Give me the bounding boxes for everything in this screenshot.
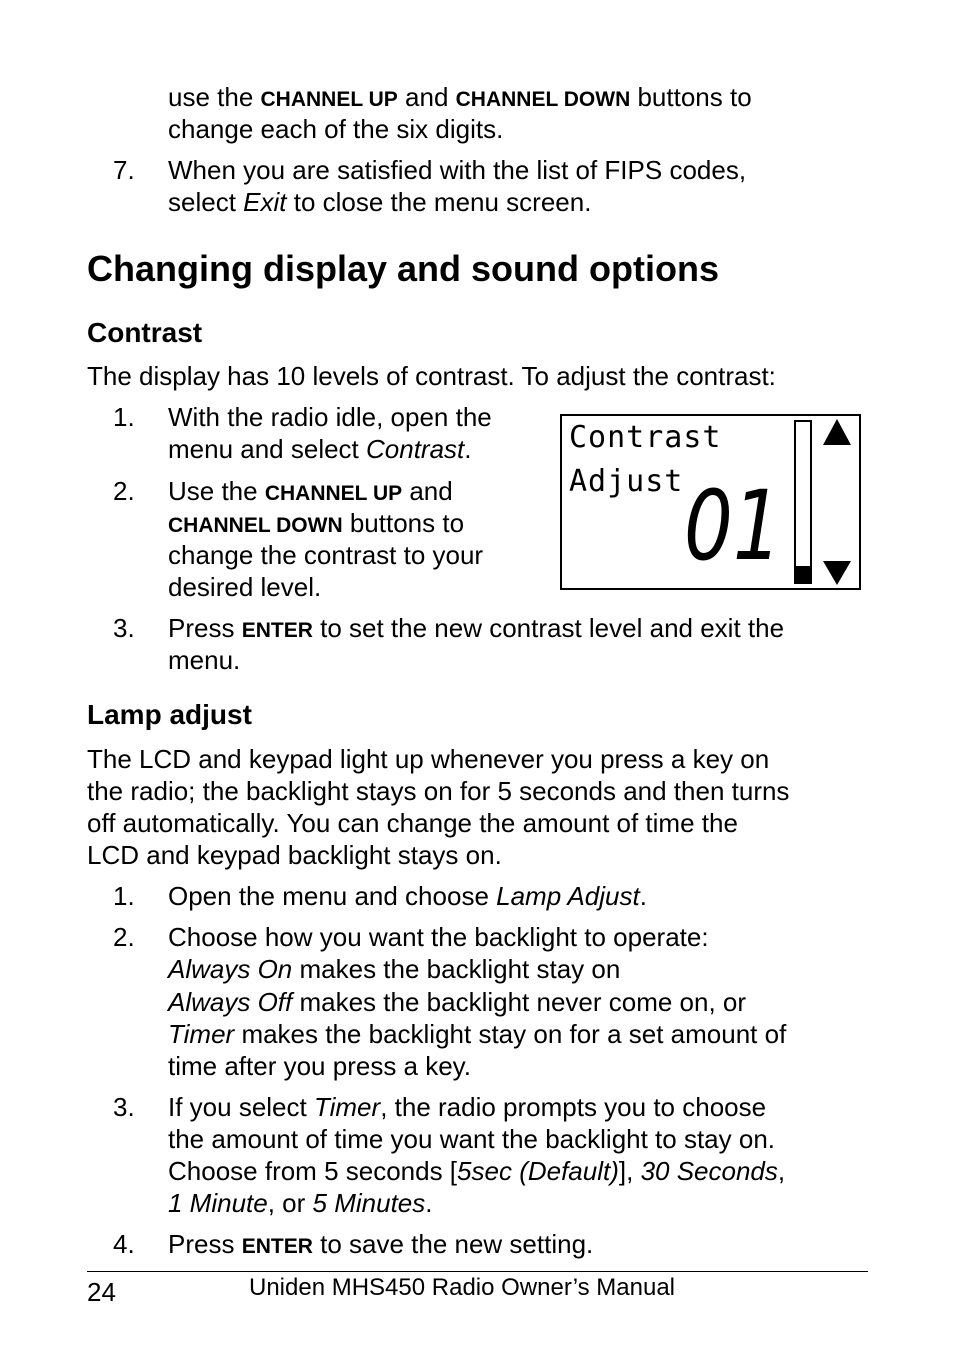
triangle-up-icon: [822, 418, 852, 446]
lamp-para-line: The LCD and keypad light up whenever you press a key on: [87, 744, 770, 774]
lamp-adjust-heading: Lamp adjust: [87, 699, 252, 730]
contrast-step-1-line-2: menu and select Contrast.: [168, 434, 472, 464]
lamp-step-1-line-1: Open the menu and choose Lamp Adjust.: [168, 881, 647, 911]
enter-key: ENTER: [241, 1235, 313, 1258]
footer-divider: [87, 1271, 868, 1272]
channel-down-key: CHANNEL DOWN: [455, 88, 631, 111]
step-7-line-1: When you are satisfied with the list of FIPS codes,: [168, 155, 747, 185]
contrast-step-2-line-1: Use the CHANNEL UP and: [168, 476, 453, 506]
step-number: 1.: [113, 402, 135, 432]
contrast-step-1-line-1: With the radio idle, open the: [168, 402, 492, 432]
channel-down-key: CHANNEL DOWN: [168, 514, 343, 537]
step-number: 4.: [113, 1229, 135, 1259]
lcd-contrast-display: [560, 414, 861, 590]
step-number: 1.: [113, 881, 135, 911]
contrast-heading: Contrast: [87, 317, 203, 348]
page-number: 24: [87, 1277, 116, 1307]
enter-key: ENTER: [241, 619, 313, 642]
step-number: 2.: [113, 922, 135, 952]
lamp-step-2-line-5: time after you press a key.: [168, 1051, 471, 1081]
step-7-line-2: select Exit to close the menu screen.: [168, 187, 592, 217]
lamp-para-line: the radio; the backlight stays on for 5 seconds and then turns: [87, 776, 790, 806]
lamp-step-2-line-3: Always Off makes the backlight never come on, or: [168, 987, 747, 1017]
section-heading: Changing display and sound options: [87, 248, 719, 289]
lamp-step-2-line-2: Always On makes the backlight stay on: [168, 954, 621, 984]
step-number: 3.: [113, 1092, 135, 1122]
lamp-step-3-line-2: the amount of time you want the backlight to stay on.: [168, 1124, 776, 1154]
lcd-contrast-value: 01: [684, 470, 782, 582]
lamp-step-3-line-3: Choose from 5 seconds [5sec (Default)], 30 Seconds,: [168, 1156, 786, 1186]
lamp-para-line: off automatically. You can change the amount of time the: [87, 808, 738, 838]
contrast-step-2-line-4: desired level.: [168, 572, 322, 602]
intro-line-1: use the CHANNEL UP and CHANNEL DOWN buttons to: [168, 82, 752, 112]
lamp-step-3-line-1: If you select Timer, the radio prompts you to choose: [168, 1092, 767, 1122]
step-number: 3.: [113, 613, 135, 643]
triangle-down-icon: [822, 560, 852, 586]
step-number: 7.: [113, 155, 135, 185]
lamp-step-2-line-4: Timer makes the backlight stay on for a set amount of: [168, 1019, 787, 1049]
manual-title: Uniden MHS450 Radio Owner’s Manual: [249, 1274, 675, 1301]
lcd-line-1: Contrast: [569, 420, 722, 455]
contrast-intro: The display has 10 levels of contrast. To adjust the contrast:: [87, 361, 776, 391]
intro-line-2: change each of the six digits.: [168, 114, 504, 144]
lamp-para-line: LCD and keypad backlight stays on.: [87, 840, 502, 870]
lamp-step-3-line-4: 1 Minute, or 5 Minutes.: [168, 1188, 433, 1218]
channel-up-key: CHANNEL UP: [264, 482, 403, 505]
channel-up-key: CHANNEL UP: [260, 88, 398, 111]
contrast-level-bar: [794, 420, 812, 584]
lamp-step-2-line-1: Choose how you want the backlight to operate:: [168, 922, 709, 952]
contrast-step-2-line-3: change the contrast to your: [168, 540, 484, 570]
lamp-step-4-line-1: Press ENTER to save the new setting.: [168, 1229, 594, 1259]
contrast-step-3-line-1: Press ENTER to set the new contrast level and exit the: [168, 613, 785, 643]
contrast-step-2-line-2: CHANNEL DOWN buttons to: [168, 508, 465, 538]
lcd-line-2: Adjust: [569, 464, 684, 499]
contrast-step-3-line-2: menu.: [168, 645, 241, 675]
step-number: 2.: [113, 476, 135, 506]
contrast-level-fill: [796, 566, 810, 582]
